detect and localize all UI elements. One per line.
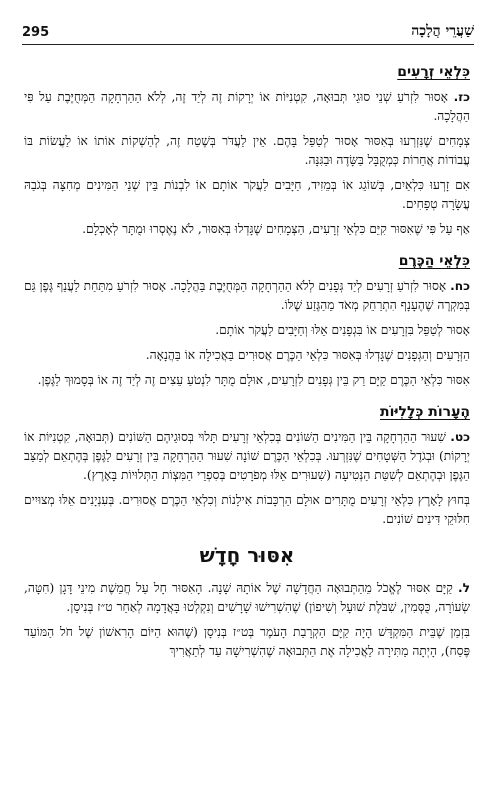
paragraph-text: אָסוּר לִזְרֹעַ זְרָעִים לְיַד גְּפָנִים לְלֹא הַהַרְחָקָה הַמְּחֻיֶּבֶת בַּהֲלָכָה. אָסוּר לִזְרֹעַ מִתַּחַת לַעֲנַף גֶּפֶן גַּם בְּמִקְרֶה שֶׁהֶעָנָף הִתְרַחֵק מְאֹד מֵהַגֶּזַע שֶׁלּוֹ. — [24, 279, 470, 312]
paragraph-text: אַף עַל פִּי שֶׁאִסּוּר קִיֵּם כִּלְאֵי זְרָעִים, הַצְּמָחִים שֶׁגָּדְלוּ בְּאִסּוּר, לֹא נֶאֶסְרוּ וּמֻתָּר לְאָכְלָם. — [82, 222, 470, 236]
section-general-notes — [24, 404, 470, 529]
paragraph — [24, 88, 470, 126]
paragraph-number: ל. — [457, 581, 470, 595]
paragraph — [24, 132, 470, 170]
paragraph — [24, 491, 470, 529]
paragraph-text: צְמָחִים שֶׁנִּזְרְעוּ בְּאִסּוּר אָסוּר לְטַפֵּל בָּהֶם. אֵין לַעֲדֹּר בְּשֶׁטַח זֶה, לְהַשְׁקוֹת אוֹתוֹ אוֹ לַעֲשׂוֹת בּוֹ עֲבוֹדוֹת אֲחֵרוֹת כְּמְקֻבָּל בַּשָּׂדֶה וּבַגִּנָּה. — [24, 134, 470, 167]
section-kilei-hakerem — [24, 253, 470, 390]
header-rule — [22, 44, 474, 45]
paragraph — [24, 428, 470, 485]
chapter-title: אִסּוּר חָדָשׁ — [199, 543, 295, 567]
paragraph — [24, 220, 470, 239]
paragraph — [24, 321, 470, 340]
page-header — [22, 18, 474, 40]
paragraph — [24, 623, 470, 661]
paragraph-text: שִׁעוּר הַהַרְחָקָה בֵּין הַמִּינִים הַשּׁוֹנִים בְּכִלְאֵי זְרָעִים תָּלוּי בְּסוּגֵיהֶם הַשּׁוֹנִים (תְּבוּאָה, קִטְנִיּוֹת אוֹ יְרָקוֹת) וּבְגֹדֶל הַשְּׁטָחִים שֶׁנִּזְרְעוּ. בְּכִלְאֵי הַכֶּרֶם שׁוֹנָה שִׁעוּר הַהַרְחָקָה בֵּין זְרָעִים לַגֶּפֶן בְּהֶתְאֵם לְמַצַּב הַגֶּפֶן וּבְהֶתְאֵם לְשִׁטַּת הַנְּטִיעָה (שִׁעוּרִים אֵלּוּ מְפֹרָטִים בְּסִפְרֵי הַמִּצְוֹת הַתְּלוּיוֹת בָּאָרֶץ). — [24, 430, 470, 482]
paragraph-text: אָסוּר לִזְרֹעַ שְׁנֵי סוּגֵי תְּבוּאָה, קִטְנִיּוֹת אוֹ יְרָקוֹת זֶה לְיַד זֶה, לְלֹא הַהַרְחָקָה הַמְּחֻיֶּבֶת עַל פִּי הַהֲלָכָה. — [24, 90, 470, 123]
paragraph-number: כז. — [453, 90, 470, 104]
paragraph — [24, 346, 470, 365]
section-title: הֶעָרוֹת כְּלָלִיּוֹת — [380, 404, 470, 420]
paragraph-text: הַזְּרָעִים וְהַגְּפָנִים שֶׁגָּדְלוּ בְּאִסּוּר כִּלְאֵי הַכֶּרֶם אֲסוּרִים בַּאֲכִילָה אוֹ בַּהֲנָאָה. — [145, 348, 470, 362]
section-kilei-zeraim — [24, 64, 470, 239]
page-number: 295 — [22, 25, 50, 40]
paragraph-text: אִם זָרְעוּ כִּלְאַיִם, בְּשׁוֹגֵג אוֹ בְּמֵזִיד, חַיָּבִים לַעֲקֹר אוֹתָם אוֹ לִבְנוֹת בֵּין שְׁנֵי הַמִּינִים מְחִצָּה בְּגֹבַהּ עֲשָׂרָה טְפָחִים. — [24, 178, 470, 211]
paragraph — [24, 176, 470, 214]
paragraph — [24, 371, 470, 390]
running-title: שַׁעֲרֵי הֲלָכָה — [411, 23, 474, 39]
section-title: כִּלְאֵי הַכֶּרֶם — [398, 253, 470, 269]
paragraph-text: בִּזְמַן שֶׁבֵּית הַמִּקְדָּשׁ הָיָה קַיָּם הַקְרָבַת הָעֹמֶר בְּט״ז בְּנִיסָן (שֶׁהוּא הַיּוֹם הָרִאשׁוֹן שֶׁל חֹל הַמּוֹעֵד פֶּסַח), הָיְתָה מַתִּירָה לַאֲכִילָה אֶת הַתְּבוּאָה שֶׁהִשְׁרִישָׁה עַד לְתַאֲרִיךְ — [24, 625, 470, 658]
page-content — [24, 64, 470, 794]
paragraph — [24, 579, 470, 617]
paragraph — [24, 277, 470, 315]
section-title: כִּלְאֵי זְרָעִים — [397, 64, 470, 80]
paragraph-text: קַיָּם אִסּוּר לֶאֱכֹל מֵהַתְּבוּאָה הַחֲדָשָׁה שֶׁל אוֹתָהּ שָׁנָה. הָאִסּוּר חָל עַל חֲמֵשֶׁת מִינֵי דָּגָן (חִטָּה, שְׂעוֹרָה, כֻּסְּמִין, שִׁבֹּלֶת שׁוּעָל וְשִׁיפוֹן) שֶׁהִשְׁרִישׁוּ שָׁרָשִׁים וְנִקְלְטוּ בָּאֲדָמָה לְאַחַר ט״ז בְּנִיסָן. — [24, 581, 470, 614]
paragraph-text: אָסוּר לְטַפֵּל בִּזְרָעִים אוֹ בִּגְפָנִים אֵלּוּ וְחַיָּבִים לַעֲקֹר אוֹתָם. — [215, 323, 470, 337]
paragraph-text: אִסּוּר כִּלְאֵי הַכֶּרֶם קַיָּם רַק בֵּין גְּפָנִים לִזְרָעִים, אוּלָם מֻתָּר לִנְטֹעַ עֵצִים זֶה לְיַד זֶה אוֹ בְּסָמוּךְ לַגֶּפֶן. — [37, 373, 470, 387]
paragraph-number: כח. — [450, 279, 470, 293]
paragraph-text: בְּחוּץ לָאָרֶץ כִּלְאֵי זְרָעִים מֻתָּרִים אוּלָם הַרְכָּבוֹת אִילָנוֹת וְכִלְאֵי הַכֶּרֶם אֲסוּרִים. בְּעִנְיָנִים אֵלּוּ מְצוּיִים חִלּוּקֵי דִּינִים שׁוֹנִים. — [24, 493, 470, 526]
paragraph-number: כט. — [450, 430, 470, 444]
